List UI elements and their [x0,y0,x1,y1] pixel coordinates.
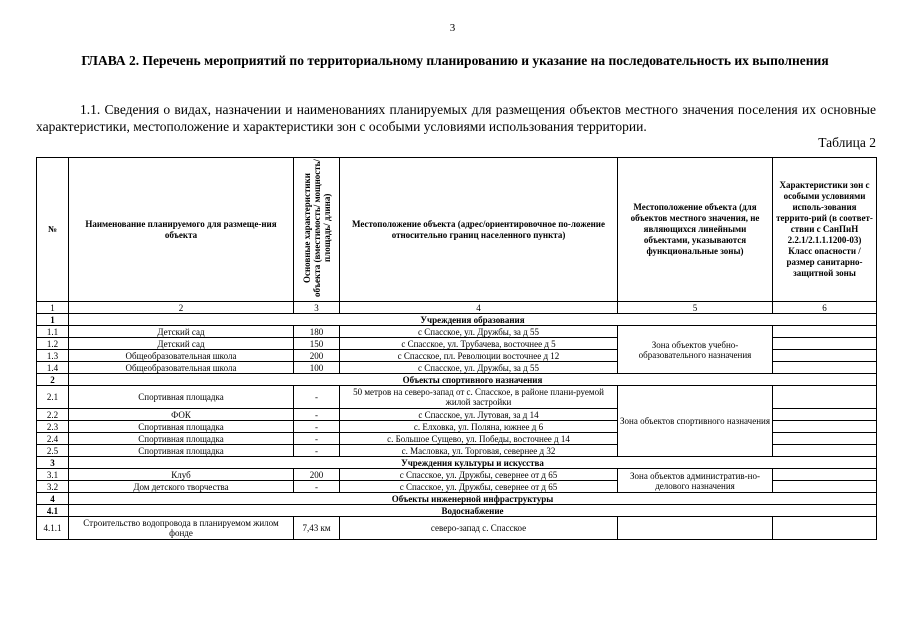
header-restrictions: Характеристики зон с особыми условиями исполь-зования террито-рий (в соответ-ствии с СанПиН 2.2.1/2.1.1.1200-03) Класс опасности / размер санитарно-защитной зоны [773,158,877,302]
col-number: 6 [773,302,877,314]
subsection-number: 4.1 [37,505,69,517]
row-number: 2.3 [37,421,69,433]
header-characteristics-text: Основные характеристики объекта (вместимость/ мощность/ площадь/ длина) [301,159,332,297]
section-title: Объекты инженерной инфраструктуры [69,493,877,505]
row-number: 3.2 [37,481,69,493]
section-title: Объекты спортивного назначения [69,374,877,386]
section-number: 4 [37,493,69,505]
object-capacity: 100 [294,362,340,374]
header-characteristics [294,158,340,302]
object-capacity: 150 [294,338,340,350]
functional-zone: Зона объектов административ-но-делового назначения [618,469,773,493]
object-name: Клуб [69,469,294,481]
section-number: 2 [37,374,69,386]
column-number-row [37,302,877,314]
section-row [37,314,877,326]
table-row [37,517,877,540]
zone-restrictions [773,338,877,350]
table-caption: Таблица 2 [818,135,876,150]
object-name: Общеобразовательная школа [69,362,294,374]
row-number: 1.4 [37,362,69,374]
row-number: 2.5 [37,445,69,457]
chapter-title: ГЛАВА 2. Перечень мероприятий по территориальному планированию и указание на последовательность их выполнения [81,53,829,68]
zone-restrictions [773,421,877,433]
subsection-row [37,505,877,517]
object-name: Детский сад [69,326,294,338]
page-number: 3 [449,22,456,34]
section-row [37,457,877,469]
zone-restrictions [773,362,877,374]
object-name: Общеобразовательная школа [69,350,294,362]
functional-zone: Зона объектов спортивного назначения [618,386,773,457]
section-title: Учреждения образования [69,314,877,326]
object-capacity: - [294,481,340,493]
object-location: с. Масловка, ул. Торговая, севернее д 32 [340,445,618,457]
subsection-title: Водоснабжение [69,505,877,517]
section-row [37,493,877,505]
zone-restrictions [773,409,877,421]
object-name: Строительство водопровода в планируемом жилом фонде [69,517,294,540]
col-number: 1 [37,302,69,314]
object-capacity: 200 [294,350,340,362]
object-name: ФОК [69,409,294,421]
object-capacity: - [294,386,340,409]
zone-restrictions [773,433,877,445]
object-location: 50 метров на северо-запад от с. Спасское, в районе плани-руемой жилой застройки [340,386,618,409]
object-name: Спортивная площадка [69,433,294,445]
table-row [37,469,877,481]
header-num: № [37,158,69,302]
header-row [37,158,877,302]
section-number: 1 [37,314,69,326]
zone-restrictions [773,350,877,362]
object-name: Спортивная площадка [69,421,294,433]
zone-restrictions [773,469,877,481]
object-location: с. Большое Сущево, ул. Победы, восточнее д 14 [340,433,618,445]
objects-table [36,157,877,540]
section-number: 3 [37,457,69,469]
object-name: Спортивная площадка [69,386,294,409]
section-row [37,374,877,386]
header-location: Местоположение объекта (адрес/ориентировочное по-ложение относительно границ населенного пункта) [340,158,618,302]
object-capacity: 7,43 км [294,517,340,540]
functional-zone: Зона объектов учебно-образовательного назначения [618,326,773,374]
object-location: северо-запад с. Спасское [340,517,618,540]
col-number: 4 [340,302,618,314]
row-number: 3.1 [37,469,69,481]
object-capacity: - [294,445,340,457]
row-number: 2.1 [37,386,69,409]
object-name: Дом детского творчества [69,481,294,493]
col-number: 5 [618,302,773,314]
header-name: Наименование планируемого для размеще-ния объекта [69,158,294,302]
section-title: Учреждения культуры и искусства [69,457,877,469]
object-location: с Спасское, ул. Дружбы, за д 55 [340,362,618,374]
object-location: с Спасское, ул. Трубачева, восточнее д 5 [340,338,618,350]
zone-restrictions [773,326,877,338]
object-location: с Спасское, ул. Лутовая, за д 14 [340,409,618,421]
col-number: 3 [294,302,340,314]
zone-restrictions [773,517,877,540]
zone-restrictions [773,481,877,493]
header-zone: Местоположение объекта (для объектов местного значения, не являющихся линейными объектами, указываются функциональные зоны) [618,158,773,302]
row-number: 2.4 [37,433,69,445]
row-number: 2.2 [37,409,69,421]
table-row [37,326,877,338]
object-capacity: - [294,433,340,445]
object-location: с. Елховка, ул. Поляна, южнее д 6 [340,421,618,433]
col-number: 2 [69,302,294,314]
object-location: с Спасское, ул. Дружбы, севернее от д 65 [340,481,618,493]
row-number: 1.2 [37,338,69,350]
object-capacity: 200 [294,469,340,481]
row-number: 4.1.1 [37,517,69,540]
object-location: с Спасское, пл. Революции восточнее д 12 [340,350,618,362]
functional-zone [618,517,773,540]
object-capacity: - [294,409,340,421]
intro-paragraph: 1.1. Сведения о видах, назначении и наименованиях планируемых для размещения объектов местного значения поселения их основные характеристики, местоположение и характеристики зон с особыми условиями использования территории. [36,102,876,134]
zone-restrictions [773,445,877,457]
object-name: Детский сад [69,338,294,350]
row-number: 1.1 [37,326,69,338]
object-location: с Спасское, ул. Дружбы, за д 55 [340,326,618,338]
zone-restrictions [773,386,877,409]
object-name: Спортивная площадка [69,445,294,457]
row-number: 1.3 [37,350,69,362]
object-capacity: - [294,421,340,433]
object-capacity: 180 [294,326,340,338]
object-location: с Спасское, ул. Дружбы, севернее от д 65 [340,469,618,481]
table-row [37,386,877,409]
